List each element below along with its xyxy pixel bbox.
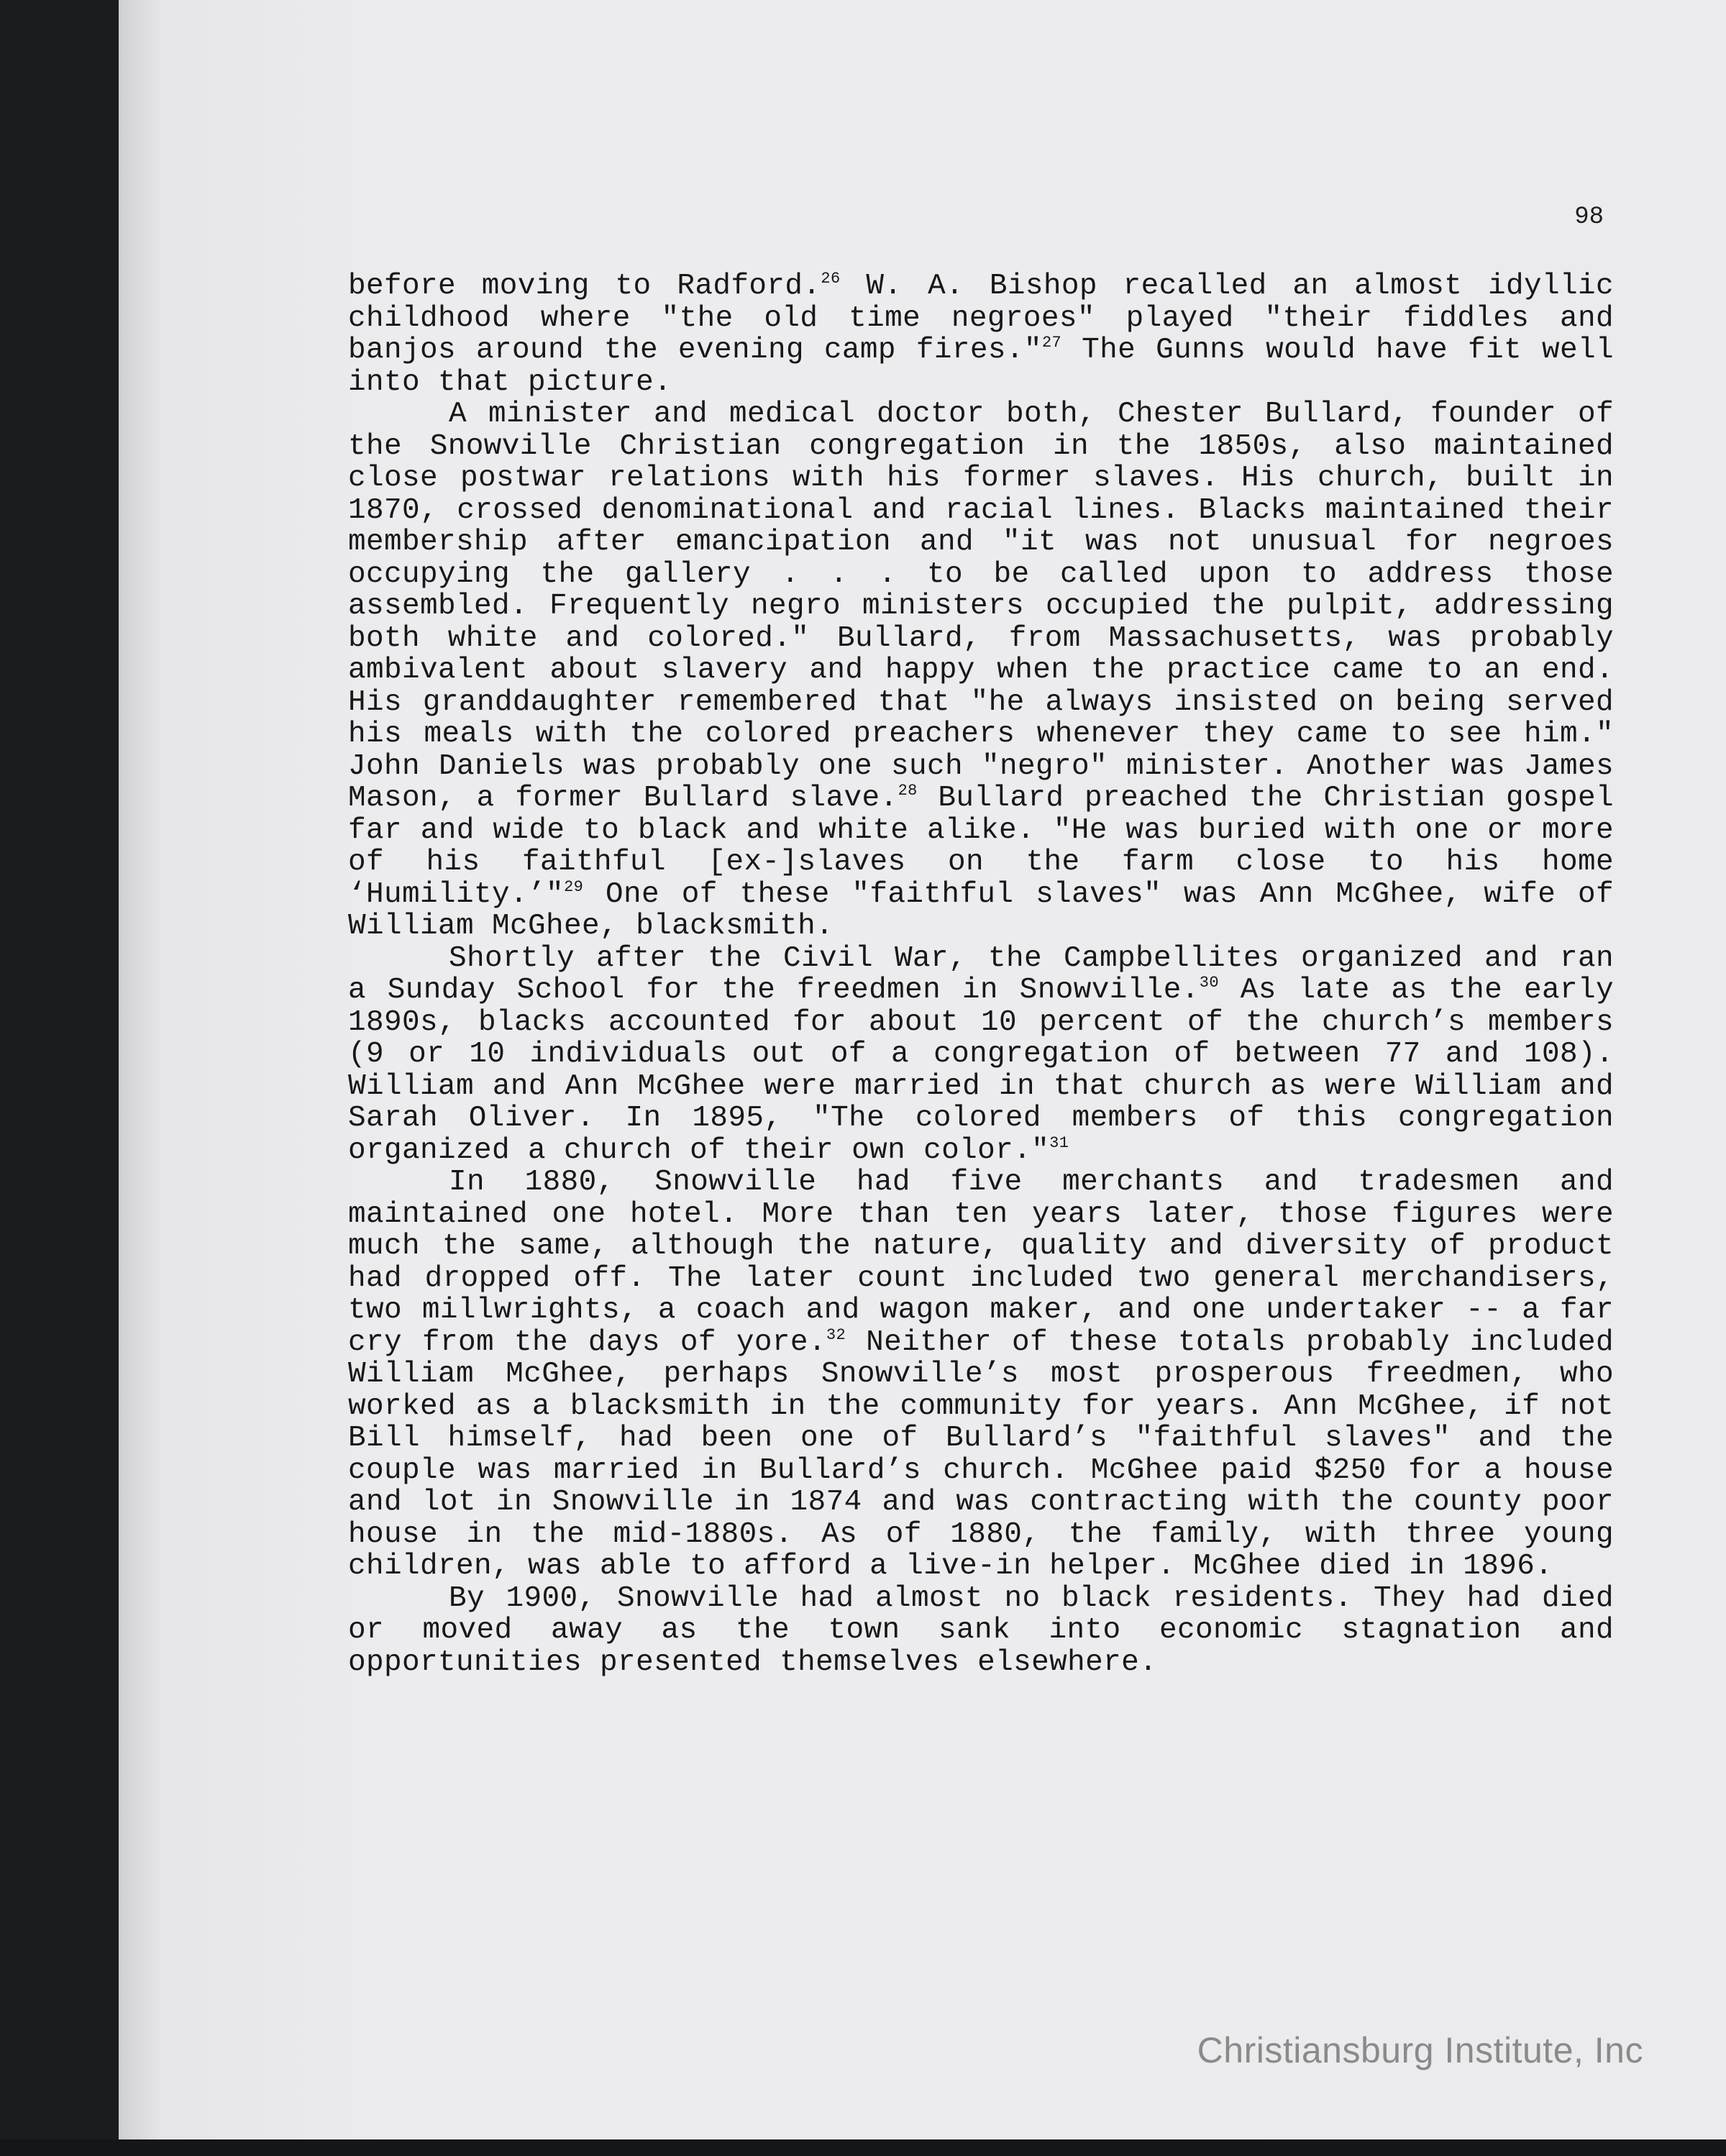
text-run: Shortly after the Civil War, the Campbellites organized and ran a Sunday School for the freedmen in Snowville.: [348, 941, 1614, 1007]
body-text: [348, 270, 1614, 1678]
paragraph: [348, 398, 1614, 943]
paragraph: [348, 270, 1614, 398]
page-number: 98: [1574, 204, 1604, 231]
text-run: One of these "faithful slaves" was Ann McGhee, wife of William McGhee, blacksmith.: [348, 877, 1614, 943]
footnote-marker: 31: [1049, 1133, 1069, 1152]
background-band: [0, 2139, 1726, 2156]
text-run: By 1900, Snowville had almost no black residents. They had died or moved away as the town sank into economic stagnation and opportunities presented themselves elsewhere.: [348, 1581, 1614, 1679]
paragraph: [348, 1166, 1614, 1583]
paragraph: [348, 943, 1614, 1167]
footnote-marker: 29: [564, 877, 584, 896]
text-run: In 1880, Snowville had five merchants and tradesmen and maintained one hotel. More than ten years later, those figures were much the same, although the nature, quality and diversity of product had dropped off. The later count included two general merchandisers, two millwrights, a coach and wagon maker, and one undertaker -- a far cry from the days of yore.: [348, 1166, 1614, 1359]
text-run: Bullard preached the Christian gospel far and wide to black and white alike. "He was buried with one or more of his faithful [ex-]slaves on the farm close to his home ‘Humility.’": [348, 782, 1615, 911]
watermark: Christiansburg Institute, Inc: [1197, 2030, 1643, 2070]
text-run: Neither of these totals probably included William McGhee, perhaps Snowville’s most prosperous freedmen, who worked as a blacksmith in the community for years. Ann McGhee, if not Bill himself, had been one of Bullard’s "faithful slaves" and the couple was married in Bullard’s church. McGhee paid $250 for a house and lot in Snowville in 1874 and was contracting with the county poor house in the mid-1880s. As of 1880, the family, with three young children, was able to afford a live-in helper. McGhee died in 1896.: [348, 1325, 1615, 1583]
footnote-marker: 28: [898, 782, 918, 800]
text-run: The Gunns would have fit well into that picture.: [348, 334, 1615, 399]
footnote-marker: 26: [821, 270, 841, 288]
text-run: before moving to Radford.: [348, 270, 821, 303]
text-run: W. A. Bishop recalled an almost idyllic childhood where "the old time negroes" played "their fiddles and banjos around the evening camp fires.": [348, 270, 1614, 367]
paragraph: [348, 1583, 1614, 1679]
footnote-marker: 32: [826, 1325, 846, 1344]
text-run: As late as the early 1890s, blacks accounted for about 10 percent of the church’s members (9 or 10 individuals out of a congregation of between 77 and 108). William and Ann McGhee were married in that church as were William and Sarah Oliver. In 1895, "The colored members of this congregation organized a church of their own color.": [348, 974, 1614, 1167]
text-run: A minister and medical doctor both, Chester Bullard, founder of the Snowville Christian congregation in the 1850s, also maintained close postwar relations with his former slaves. His church, built in 1870, crossed denominational and racial lines. Blacks maintained their membership after emancipation and "it was not unusual for negroes occupying the gallery . . . to be called upon to address those assembled. Frequently negro ministers occupied the pulpit, addressing both white and colored." Bullard, from Massachusetts, was probably ambivalent about slavery and happy when the practice came to an end. His granddaughter remembered that "he always insisted on being served his meals with the colored preachers whenever they came to see him." John Daniels was probably one such "negro" minister. Another was James Mason, a former Bullard slave.: [348, 398, 1614, 815]
footnote-marker: 27: [1041, 334, 1062, 352]
footnote-marker: 30: [1199, 974, 1219, 992]
